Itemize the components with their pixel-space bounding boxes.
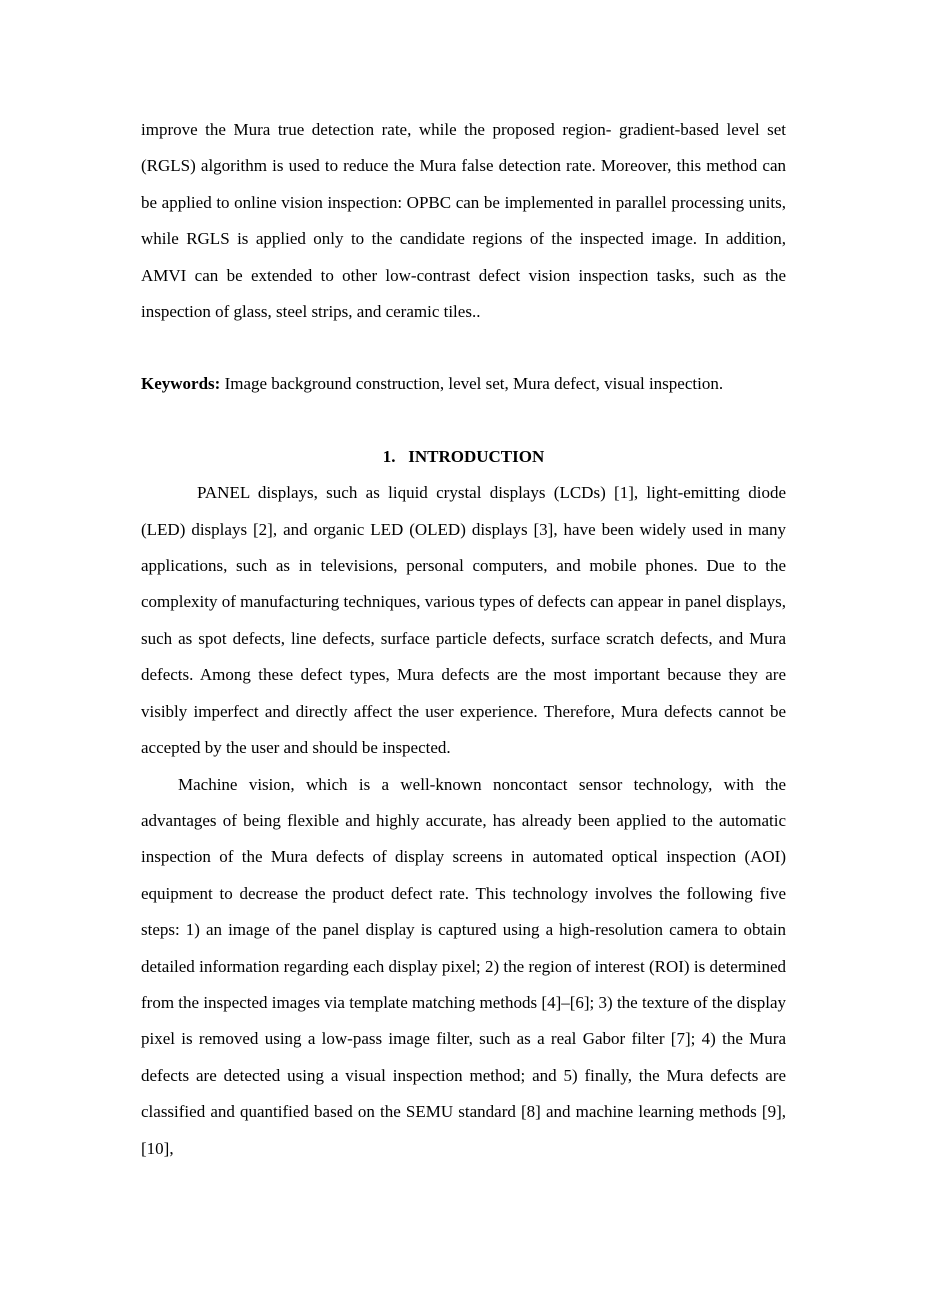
intro-paragraph-2: Machine vision, which is a well-known noncontact sensor technology, with the advantages of being flexible and highly accurate, has already been applied to the automatic inspection of the Mura defects of display screens in automated optical inspection (AOI) equipment to decrease the product defect rate. This technology involves the following five steps: 1) an image of the panel display is captured using a high-resolution camera to obtain detailed information regarding each display pixel; 2) the region of interest (ROI) is determined from the inspected images via template matching methods [4]–[6]; 3) the texture of the display pixel is removed using a low-pass image filter, such as a real Gabor filter [7]; 4) the Mura defects are detected using a visual inspection method; and 5) finally, the Mura defects are classified and quantified based on the SEMU standard [8] and machine learning methods [9], [10], [141, 774, 786, 1158]
keywords-line [141, 366, 786, 402]
keywords-text: Image background construction, level set, Mura defect, visual inspection. [220, 374, 724, 394]
document-page [141, 112, 786, 1167]
keywords-label: Keywords: [141, 374, 221, 394]
abstract-paragraph: improve the Mura true detection rate, while the proposed region- gradient-based level set (RGLS) algorithm is used to reduce the Mura false detection rate. Moreover, this method can be applied to online vision inspection: OPBC can be implemented in parallel processing units, while RGLS is applied only to the candidate regions of the inspected image. In addition, AMVI can be extended to other low-contrast defect vision inspection tasks, such as the inspection of glass, steel strips, and ceramic tiles.. [141, 120, 786, 322]
intro-paragraph-1: PANEL displays, such as liquid crystal displays (LCDs) [1], light-emitting diode (LED) displays [2], and organic LED (OLED) displays [3], have been widely used in many applications, such as in televisions, personal computers, and mobile phones. Due to the complexity of manufacturing techniques, various types of defects can appear in panel displays, such as spot defects, line defects, surface particle defects, surface scratch defects, and Mura defects. Among these defect types, Mura defects are the most important because they are visibly imperfect and directly affect the user experience. Therefore, Mura defects cannot be accepted by the user and should be inspected. [141, 483, 786, 758]
section-heading: 1. INTRODUCTION [382, 446, 545, 466]
